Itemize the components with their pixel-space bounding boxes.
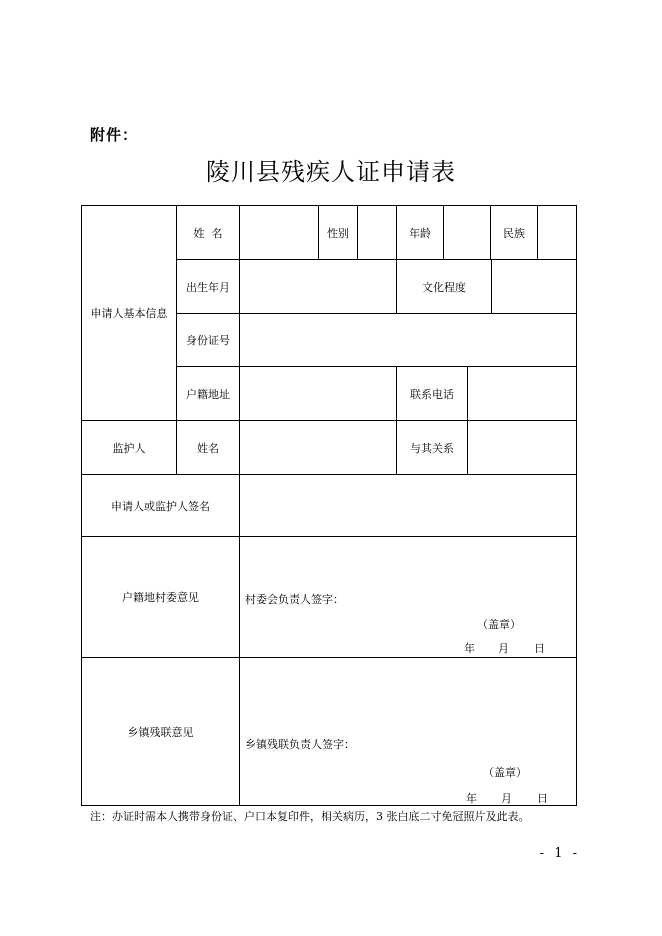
village-opinion-label: 户籍地村委意见 (81, 536, 240, 658)
attachment-label: 附件： (90, 126, 139, 144)
township-year-label: 年 (466, 792, 477, 805)
village-month-label: 月 (498, 642, 509, 655)
ethnicity-input-cell[interactable] (537, 205, 577, 260)
gender-label: 性别 (318, 205, 358, 260)
education-input-cell[interactable] (491, 259, 577, 314)
name-input-cell[interactable] (239, 205, 319, 260)
village-year-label: 年 (464, 642, 475, 655)
relation-input-cell[interactable] (467, 420, 577, 475)
gender-input-cell[interactable] (357, 205, 397, 260)
phone-label: 联系电话 (396, 366, 468, 421)
village-seal-label: （盖章） (477, 618, 521, 631)
guardian-name-input-cell[interactable] (239, 420, 397, 475)
id-label: 身份证号 (176, 313, 240, 367)
township-seal-label: （盖章） (483, 766, 527, 779)
township-day-label: 日 (537, 792, 548, 805)
age-label: 年龄 (396, 205, 444, 260)
page-number: - 1 - (539, 846, 580, 861)
phone-input-cell[interactable] (467, 366, 577, 421)
village-sign-label: 村委会负责人签字： (245, 593, 344, 606)
signature-input-cell[interactable] (239, 474, 577, 537)
signature-label: 申请人或监护人签名 (81, 474, 240, 537)
applicant-section-label: 申请人基本信息 (81, 205, 177, 421)
application-form-table (81, 205, 577, 806)
name-label (176, 205, 240, 260)
form-title: 陵川县残疾人证申请表 (206, 158, 456, 186)
township-month-label: 月 (501, 792, 512, 805)
address-input-cell[interactable] (239, 366, 397, 421)
ethnicity-label: 民族 (490, 205, 538, 260)
guardian-section-label: 监护人 (81, 420, 177, 475)
village-day-label: 日 (534, 642, 545, 655)
township-opinion-cell[interactable] (239, 657, 577, 806)
township-sign-label: 乡镇残联负责人签字： (245, 738, 355, 751)
guardian-name-label: 姓名 (176, 420, 240, 475)
age-input-cell[interactable] (443, 205, 491, 260)
relation-label: 与其关系 (396, 420, 468, 475)
township-opinion-label: 乡镇残联意见 (81, 657, 240, 806)
id-input-cell[interactable] (239, 313, 577, 367)
name-label-text: 姓 名 (193, 226, 223, 240)
address-label: 户籍地址 (176, 366, 240, 421)
education-label: 文化程度 (396, 259, 492, 314)
birth-input-cell[interactable] (239, 259, 397, 314)
footnote: 注：办证时需本人携带身份证、户口本复印件，相关病历，3 张白底二寸免冠照片及此表。 (90, 810, 530, 823)
birth-label: 出生年月 (176, 259, 240, 314)
